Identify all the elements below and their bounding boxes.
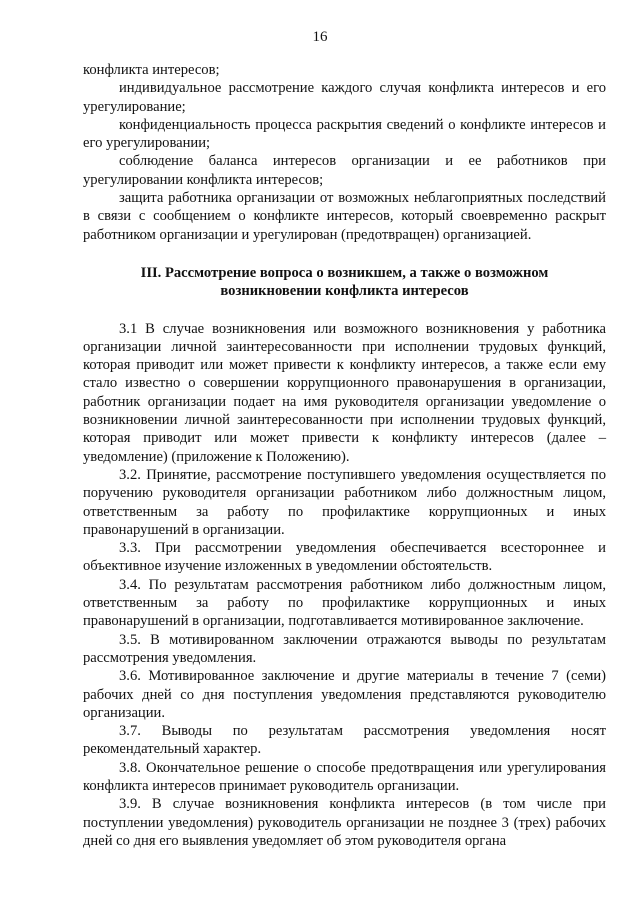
paragraph-3-7: 3.7. Выводы по результатам рассмотрения уведомления носят рекомендательный характер. [83,723,606,758]
paragraph-3-6: 3.6. Мотивированное заключение и другие материалы в течение 7 (семи) рабочих дней со дня поступления уведомления представляются руководителю организации. [83,668,606,721]
intro-item: конфиденциальность процесса раскрытия сведений о конфликте интересов и его урегулировании; [83,116,606,152]
section-heading-line: III. Рассмотрение вопроса о возникшем, а также о возможном [140,264,549,281]
paragraph-3-3: 3.3. При рассмотрении уведомления обеспечивается всестороннее и объективное изучение изложенных в уведомлении обстоятельств. [83,540,606,575]
paragraph-3-4: 3.4. По результатам рассмотрения работником либо должностным лицом, ответственным за работу по профилактике коррупционных и иных правонарушений в организации, подготавливается мотивированное заключение. [83,576,606,630]
paragraph-3-8: 3.8. Окончательное решение о способе предотвращения или урегулирования конфликта интересов принимает руководитель организации. [83,759,606,794]
document-body [83,61,606,850]
section-heading [83,264,606,301]
paragraph-3-5: 3.5. В мотивированном заключении отражаются выводы по результатам рассмотрения уведомления. [83,631,606,666]
intro-item: защита работника организации от возможных неблагоприятных последствий в связи с сообщением о конфликте интересов, который своевременно раскрыт работником организации и урегулирован (предотвращен) организацией. [83,190,606,243]
intro-item: индивидуальное рассмотрение каждого случая конфликта интересов и его урегулирование; [83,80,606,115]
intro-line: конфликта интересов; [83,62,220,78]
paragraph-3-1: 3.1 В случае возникновения или возможного возникновения у работника организации личной заинтересованности при исполнении трудовых функций, которая приводит или может привести к конфликту интересов, а также если ему стало известно о совершении коррупционного правонарушения в организации, работник организации подает на имя руководителя организации уведомление о возникновении личной заинтересованности при исполнении трудовых функций, которая приводит или может привести к конфликту интересов (далее – уведомление) (приложение к Положению). [83,320,606,465]
intro-item: соблюдение баланса интересов организации и ее работников при урегулировании конфликта интересов; [83,153,606,188]
page-number: 16 [312,29,328,45]
paragraph-3-9: 3.9. В случае возникновения конфликта интересов (в том числе при поступлении уведомления) руководитель организации не позднее 3 (трех) рабочих дней со дня его выявления уведомляет об этом руководителя органа [83,796,606,849]
section-heading-line: возникновении конфликта интересов [220,283,469,300]
paragraph-3-2: 3.2. Принятие, рассмотрение поступившего уведомления осуществляется по поручению руководителя организации работником либо должностным лицом, ответственным за работу по профилактике коррупционных и иных правонарушений в организации. [83,466,606,538]
